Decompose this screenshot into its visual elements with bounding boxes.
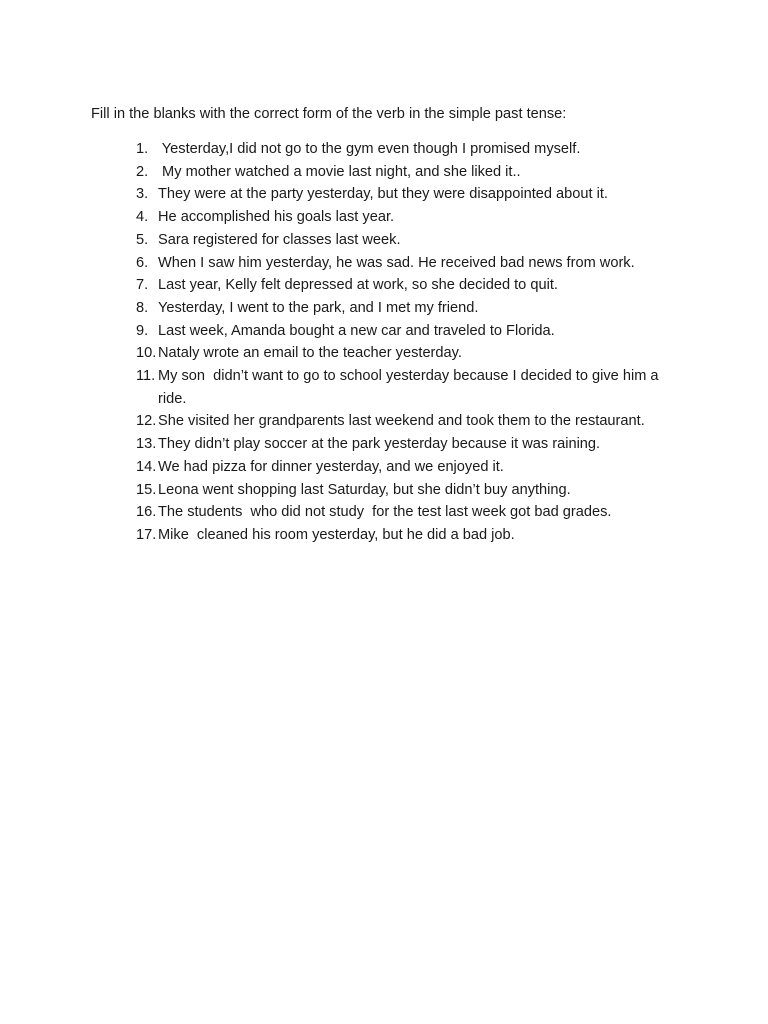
exercise-item-1 — [136, 138, 696, 161]
exercise-item-4 — [136, 206, 696, 229]
item-number: 11. — [136, 368, 156, 385]
exercise-item-7 — [136, 274, 696, 297]
item-text: Last year, Kelly felt depressed at work, so she decided to quit. — [158, 277, 558, 294]
item-text: We had pizza for dinner yesterday, and we enjoyed it. — [158, 458, 504, 475]
item-number: 15. — [136, 481, 157, 498]
item-number: 2. — [136, 163, 149, 180]
item-number: 7. — [136, 277, 149, 294]
item-number: 4. — [136, 209, 149, 226]
exercise-item-12 — [136, 410, 696, 433]
exercise-item-5 — [136, 229, 696, 252]
item-text: Mike cleaned his room yesterday, but he did a bad job. — [158, 526, 515, 543]
exercise-item-17 — [136, 524, 696, 547]
item-text: The students who did not study for the test last week got bad grades. — [158, 504, 612, 521]
exercise-item-9 — [136, 320, 696, 343]
exercise-item-15 — [136, 479, 696, 502]
exercise-item-14 — [136, 456, 696, 479]
exercise-item-3 — [136, 183, 696, 206]
item-text: They didn’t play soccer at the park yesterday because it was raining. — [158, 436, 601, 453]
exercise-list — [136, 138, 696, 547]
item-text: My son didn’t want to go to school yesterday because I decided to give him a ride. — [158, 368, 663, 407]
item-number: 12. — [136, 413, 157, 430]
item-number: 5. — [136, 231, 149, 248]
item-number: 1. — [136, 141, 149, 157]
item-number: 16. — [136, 504, 157, 521]
item-text: She visited her grandparents last weekend and took them to the restaurant. — [158, 413, 645, 430]
exercise-item-6 — [136, 252, 696, 275]
item-number: 3. — [136, 186, 149, 203]
item-text: Nataly wrote an email to the teacher yesterday. — [158, 345, 462, 362]
instructions-text: Fill in the blanks with the correct form of the verb in the simple past tense: — [91, 106, 567, 122]
item-number: 13. — [136, 436, 157, 453]
item-number: 17. — [136, 526, 157, 543]
item-text: My mother watched a movie last night, and she liked it.. — [158, 163, 521, 180]
exercise-item-2 — [136, 161, 696, 184]
exercise-item-11 — [136, 365, 696, 410]
item-text: They were at the party yesterday, but they were disappointed about it. — [158, 186, 608, 203]
item-text: When I saw him yesterday, he was sad. He received bad news from work. — [158, 254, 635, 271]
exercise-item-10 — [136, 342, 696, 365]
item-number: 8. — [136, 299, 149, 316]
item-text: Sara registered for classes last week. — [158, 231, 401, 248]
item-number: 9. — [136, 322, 149, 339]
item-text: Last week, Amanda bought a new car and traveled to Florida. — [158, 322, 555, 339]
item-text: He accomplished his goals last year. — [158, 209, 395, 226]
item-number: 10. — [136, 345, 157, 362]
item-text: Yesterday, I went to the park, and I met my friend. — [158, 299, 479, 316]
item-number: 14. — [136, 458, 157, 475]
item-text: Yesterday,I did not go to the gym even though I promised myself. — [158, 141, 581, 157]
item-number: 6. — [136, 254, 149, 271]
exercise-item-16 — [136, 501, 696, 524]
item-text: Leona went shopping last Saturday, but she didn’t buy anything. — [158, 481, 571, 498]
exercise-item-8 — [136, 297, 696, 320]
exercise-item-13 — [136, 433, 696, 456]
